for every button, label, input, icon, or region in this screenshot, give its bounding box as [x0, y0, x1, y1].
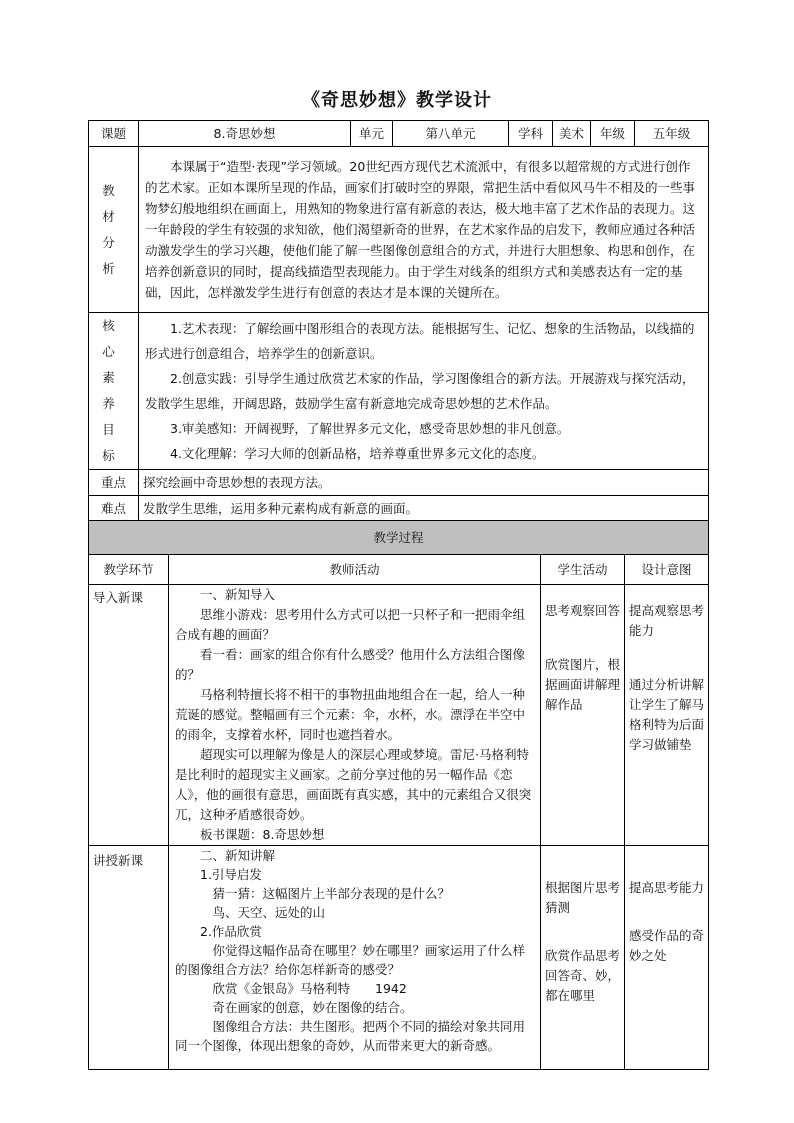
grade-label: 年级	[591, 121, 635, 147]
teacher-line: 二、新知讲解	[200, 848, 276, 863]
teacher-line: 鸟、天空、远处的山	[212, 905, 326, 920]
goal-item: 1.艺术表现：了解绘画中图形组合的表现方法。能根据写生、记忆、想象的生活物品，以线描的形式进行创意组合，培养学生的创新意识。	[145, 321, 695, 361]
col-student: 学生活动	[541, 555, 625, 585]
teacher-line: 一、新知导入	[200, 587, 276, 602]
teacher-line: 超现实可以理解为像是人的深层心理或梦境。雷尼·马格利特是比利时的超现实主义画家。之前分享过他的另一幅作品《恋人》，他的画很有意思，画面既有真实感，其中的元素组合又很突兀，这种矛盾感很奇妙。	[175, 747, 532, 822]
goal-item: 4.文化理解：学习大师的创新品格，培养尊重世界多元文化的态度。	[170, 446, 545, 461]
key-point-label: 重点	[89, 470, 139, 496]
student-activity: 思考观察回答	[545, 603, 621, 618]
subject-label: 学科	[509, 121, 553, 147]
stage-name: 讲授新课	[89, 846, 169, 1070]
process-heading: 教学过程	[89, 521, 709, 555]
col-stage: 教学环节	[89, 555, 169, 585]
design-intent: 通过分析讲解让学生了解马格利特为后面学习做铺垫	[629, 677, 705, 752]
student-activity: 根据图片思考猜测	[545, 880, 621, 915]
design-intent: 感受作品的奇妙之处	[629, 928, 705, 963]
unit-value: 第八单元	[393, 121, 509, 147]
difficulty-text: 发散学生思维，运用多种元素构成有新意的画面。	[139, 496, 709, 522]
col-intent: 设计意图	[625, 555, 709, 585]
key-point-text: 探究绘画中奇思妙想的表现方法。	[139, 470, 709, 496]
teacher-line: 你觉得这幅作品奇在哪里？妙在哪里？画家运用了什么样的图像组合方法？给你怎样新奇的感受？	[175, 943, 526, 977]
teacher-line: 看一看：画家的组合你有什么感受？他用什么方法组合图像的？	[175, 647, 526, 682]
teacher-line: 板书课题：8.奇思妙想	[200, 827, 325, 842]
design-intent: 提高观察思考能力	[629, 603, 705, 638]
teacher-line: 思维小游戏：思考用什么方式可以把一只杯子和一把雨伞组合成有趣的画面？	[175, 607, 526, 642]
analysis-text: 本课属于“造型·表现”学习领域。20世纪西方现代艺术流派中，有很多以超常规的方式进行创作的艺术家。正如本课所呈现的作品，画家们打破时空的界限，常把生活中看似风马牛不相及的一些事物梦幻般地组织在画面上，用熟知的物象进行富有新意的表达，极大地丰富了艺术作品的表现力。这一年龄段的学生有较强的求知欲，他们渴望新奇的世界，在艺术家作品的启发下，教师应通过各种活动激发学生的学习兴趣，使他们能了解一些图像创意组合的方式，并进行大胆想象、构思和创作，在培养创新意识的同时，提高线描造型表现能力。由于学生对线条的组织方式和美感表达有一定的基础，因此，怎样激发学生进行有创意的表达才是本课的关键所在。	[145, 159, 696, 300]
subject-value: 美术	[553, 121, 591, 147]
teacher-line: 1.引导启发	[200, 867, 262, 882]
design-intent: 提高思考能力	[629, 880, 705, 895]
teacher-line: 奇在画家的创意，妙在图像的结合。	[212, 1000, 413, 1015]
process-table	[88, 520, 709, 1070]
grade-value: 五年级	[635, 121, 709, 147]
unit-label: 单元	[351, 121, 393, 147]
teacher-line: 猜一猜：这幅图片上半部分表现的是什么？	[212, 886, 451, 901]
col-teacher: 教师活动	[169, 555, 541, 585]
lesson-value: 8.奇思妙想	[139, 121, 351, 147]
teacher-line: 图像组合方法：共生图形。把两个不同的描绘对象共同用同一个图像，体现出想象的奇妙，从而带来更大的新奇感。	[175, 1019, 526, 1053]
student-activity: 欣赏图片，根据画面讲解理解作品	[545, 657, 621, 712]
stage-name: 导入新课	[89, 585, 169, 846]
analysis-label: 教 材 分 析	[89, 147, 139, 313]
goals-label: 核 心 素 养 目 标	[89, 313, 139, 470]
teacher-line: 欣赏《金银岛》马格利特 1942	[212, 981, 407, 996]
teacher-line: 马格利特擅长将不相干的事物扭曲地组合在一起，给人一种荒诞的感觉。整幅画有三个元素：伞，水杯，水。漂浮在半空中的雨伞，支撑着水杯，同时也遮挡着水。	[175, 687, 526, 742]
document-title: 《奇思妙想》教学设计	[302, 90, 492, 111]
student-activity: 欣赏作品思考回答奇、妙，都在哪里	[545, 948, 621, 1003]
teacher-line: 2.作品欣赏	[200, 924, 262, 939]
goal-item: 2.创意实践：引导学生通过欣赏艺术家的作品，学习图像组合的新方法。开展游戏与探究活动，发散学生思维，开阔思路，鼓励学生富有新意地完成奇思妙想的艺术作品。	[145, 371, 695, 411]
goal-item: 3.审美感知：开阔视野，了解世界多元文化，感受奇思妙想的非凡创意。	[170, 421, 570, 436]
lesson-info-table	[88, 120, 709, 522]
difficulty-label: 难点	[89, 496, 139, 522]
lesson-label: 课题	[89, 121, 139, 147]
